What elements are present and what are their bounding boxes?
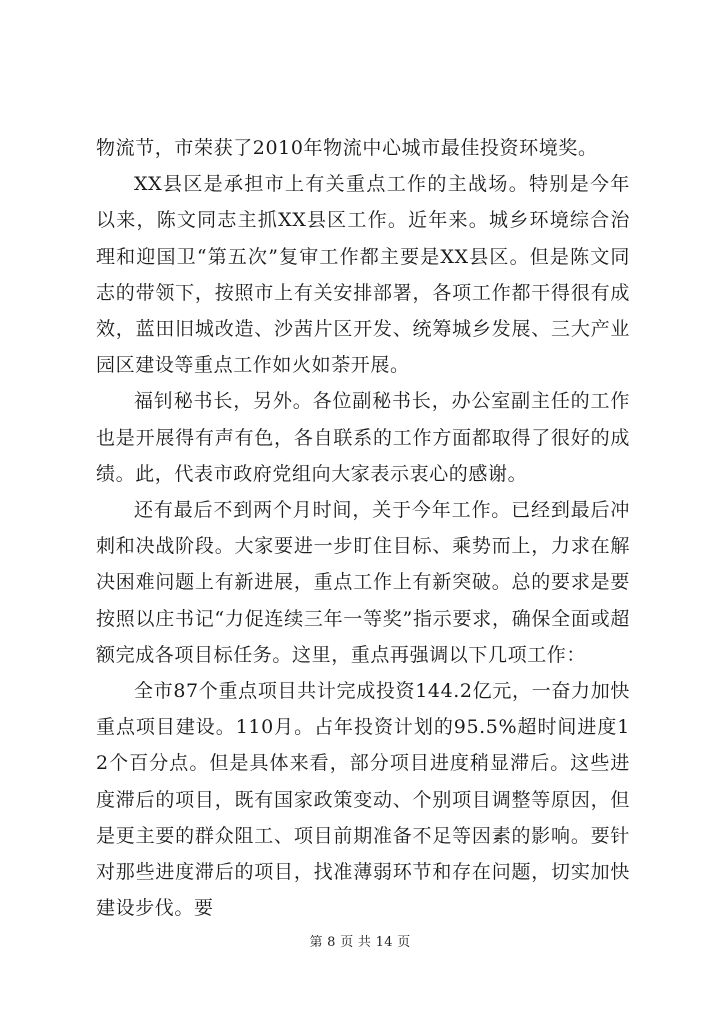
paragraph-4: 还有最后不到两个月时间，关于今年工作。已经到最后冲刺和决战阶段。大家要进一步盯住目标、乘势而上，力求在解决困难问题上有新进展，重点工作上有新突破。总的要求是要按照以庄书记“力促连续三年一等奖”指示要求，确保全面或超额完成各项目标任务。这里，重点再强调以下几项工作： — [96, 499, 630, 666]
paragraph-1: 物流节，市荣获了2010年物流中心城市最佳投资环境奖。 — [96, 137, 598, 159]
paragraph-5: 全市87个重点项目共计完成投资144.2亿元，一奋力加快重点项目建设。110月。占年投资计划的95.5%超时间进度12个百分点。但是具体来看，部分项目进度稍显滞后。这些进度滞后的项目，既有国家政策变动、个别项目调整等原因，但是更主要的群众阻工、项目前期准备不足等因素的影响。要针对那些进度滞后的项目，找准薄弱环节和存在问题，切实加快建设步伐。要 — [96, 680, 630, 920]
document-body — [96, 130, 630, 926]
page-footer: 第 8 页 共 14 页 — [309, 935, 411, 950]
paragraph-2: XX县区是承担市上有关重点工作的主战场。特别是今年以来，陈文同志主抓XX县区工作。近年来。城乡环境综合治理和迎国卫“第五次”复审工作都主要是XX县区。但是陈文同志的带领下，按照市上有关安排部署，各项工作都干得很有成效，蓝田旧城改造、沙茜片区开发、统筹城乡发展、三大产业园区建设等重点工作如火如荼开展。 — [96, 173, 630, 377]
paragraph-3: 福钊秘书长，另外。各位副秘书长，办公室副主任的工作也是开展得有声有色，各自联系的工作方面都取得了很好的成绩。此，代表市政府党组向大家表示衷心的感谢。 — [96, 390, 630, 485]
